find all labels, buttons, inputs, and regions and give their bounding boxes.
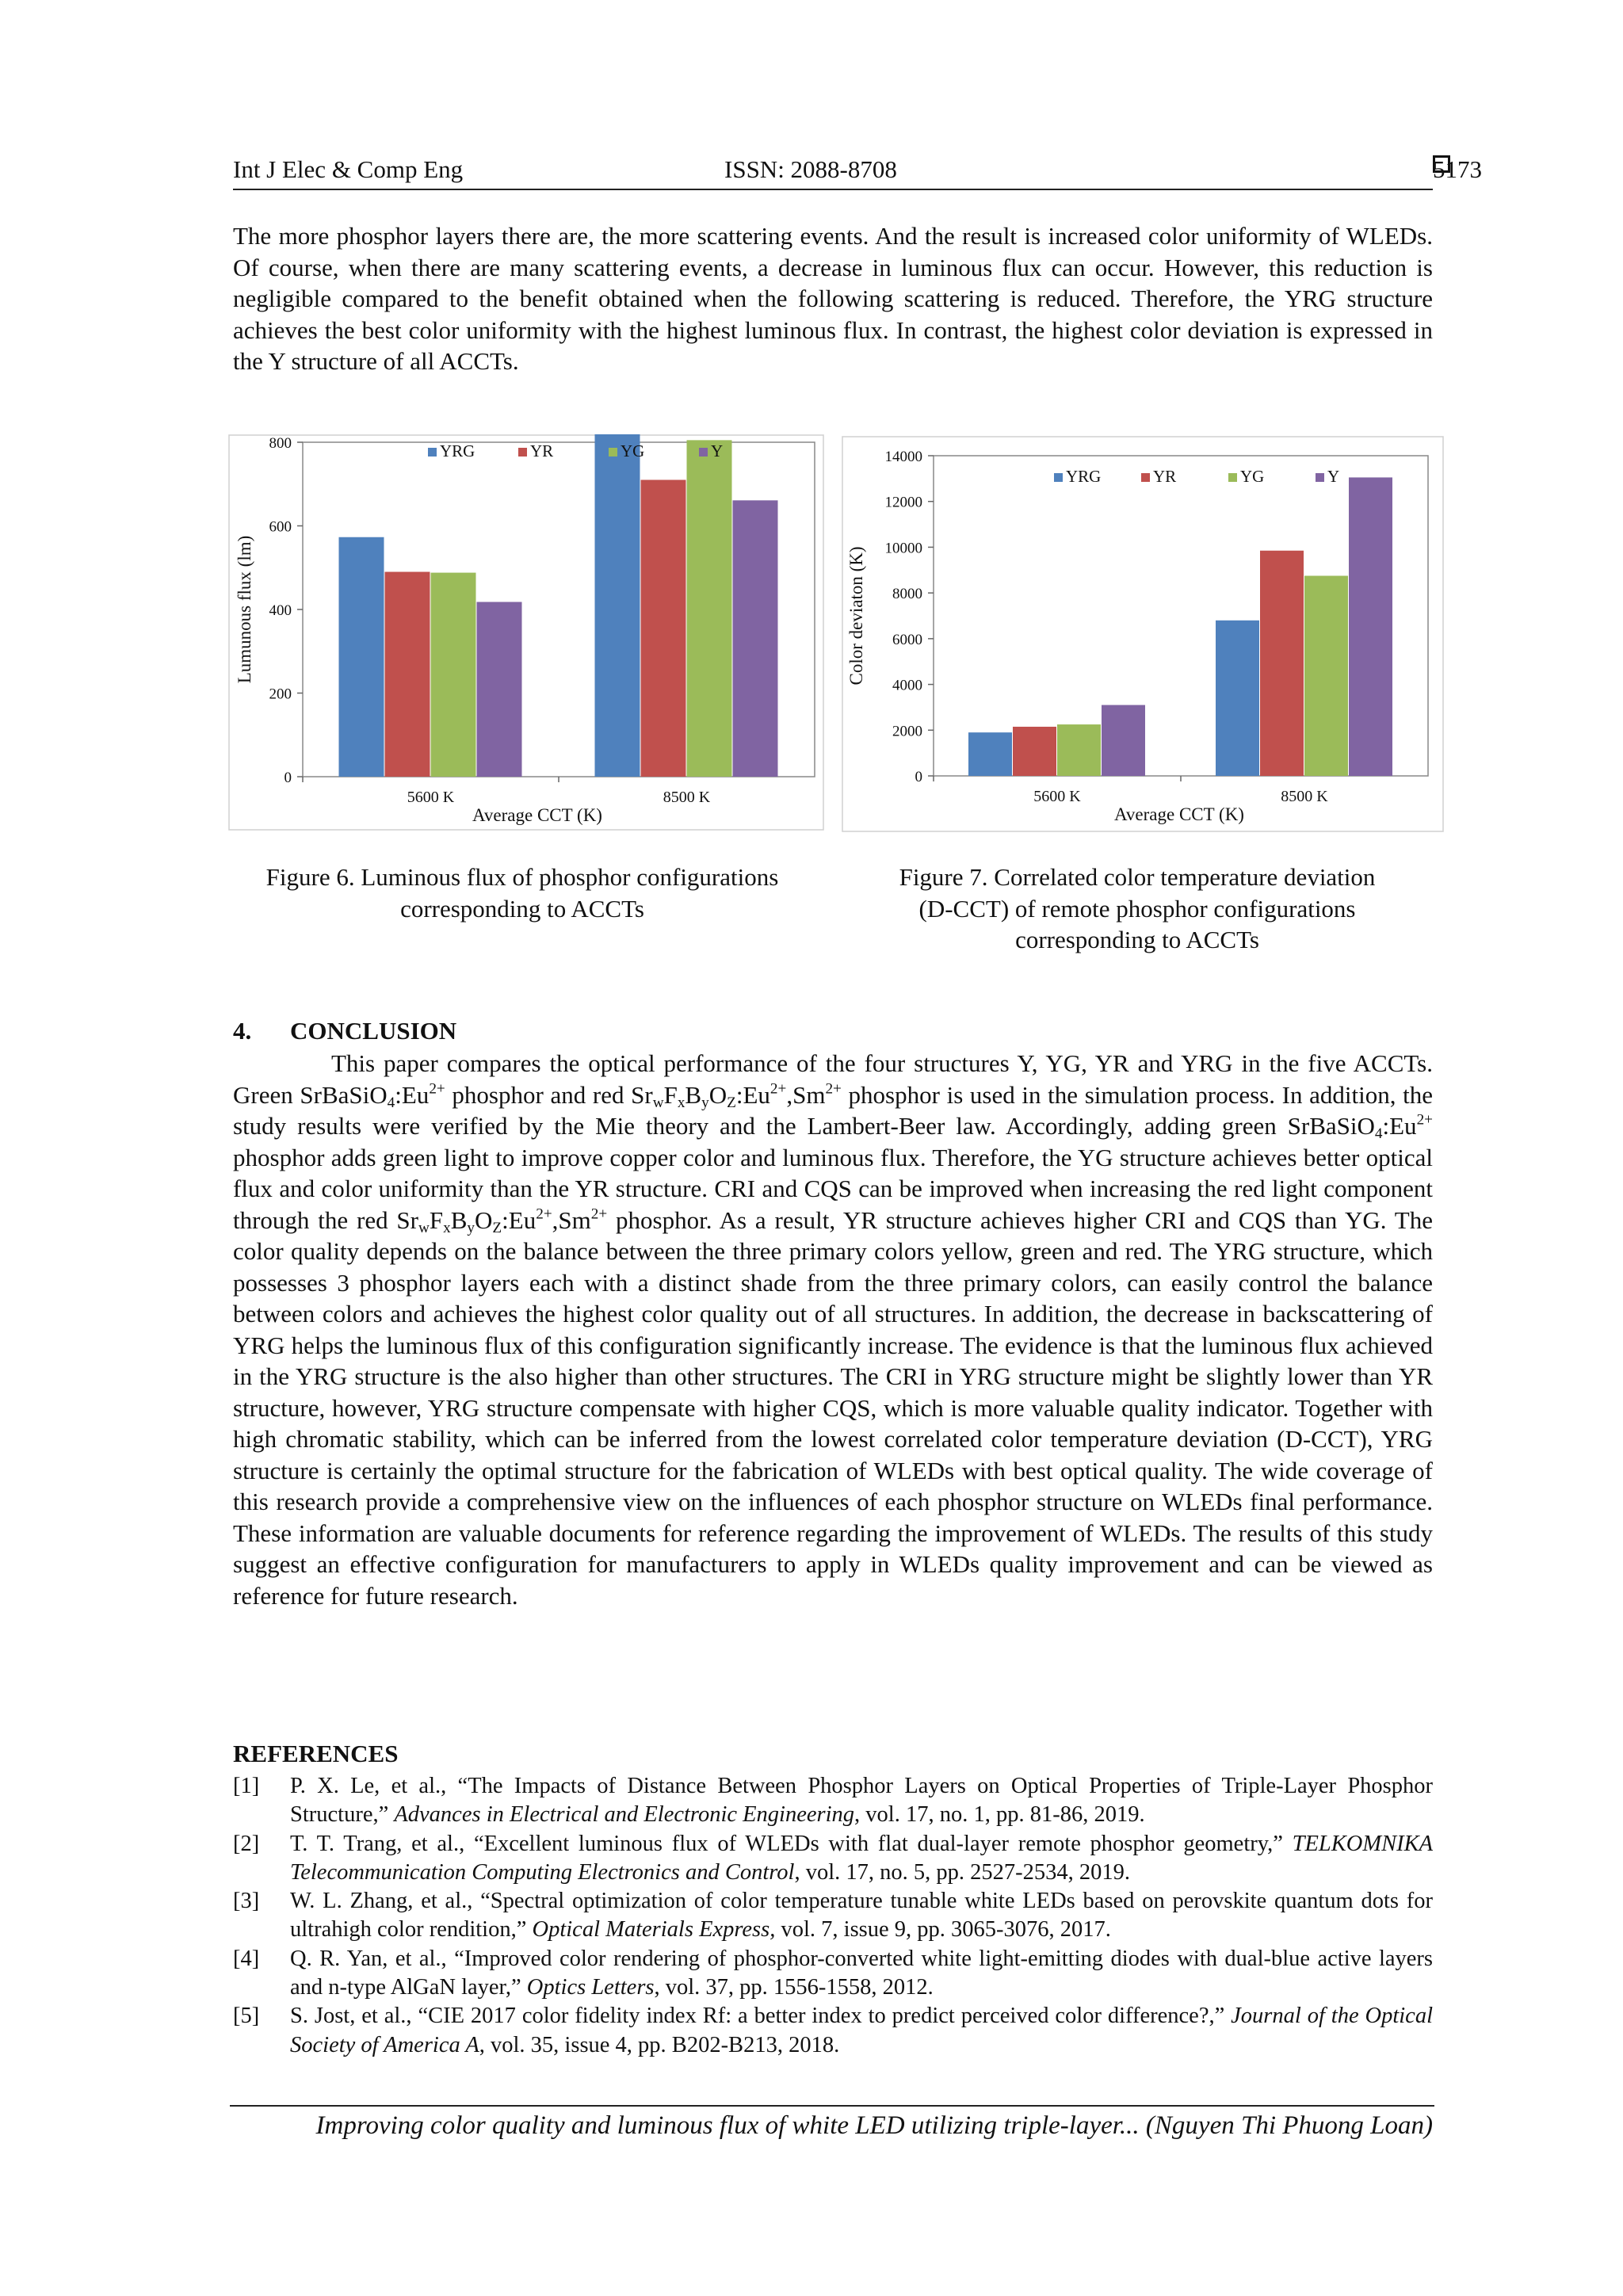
y-tick-label: 8000 [892, 586, 922, 603]
subscript: y [701, 1094, 709, 1111]
text-run: :Eu [502, 1205, 537, 1234]
text-run: phosphor is used in the simulation process. In addition, the study results were verified by the Mie theory and the Lambert-Beer law. Accordingly, adding green SrBaSiO [233, 1080, 1433, 1140]
bar-y [1349, 477, 1392, 776]
legend-swatch [518, 448, 527, 457]
page-number: 5173 [1433, 155, 1482, 183]
reference-details: , vol. 17, no. 5, pp. 2527-2534, 2019. [794, 1859, 1131, 1885]
references-list [233, 1772, 1433, 2060]
y-tick-label: 600 [269, 518, 292, 536]
text-run: B [450, 1205, 468, 1234]
y-tick-label: 2000 [892, 723, 922, 740]
text-run: O [475, 1205, 493, 1234]
reference-text: Q. R. Yan, et al., “Improved color rendering of phosphor-converted white light-emitting diodes with dual-blue active layers and n-type AlGaN layer,” [290, 1946, 1433, 2000]
text-run: ,Sm [552, 1205, 591, 1234]
legend-label: Y [711, 441, 724, 460]
reference-journal: Optical Materials Express, [532, 1917, 776, 1943]
reference-number: [5] [233, 2004, 260, 2029]
x-tick-label: 8500 K [663, 789, 711, 806]
figure-6-caption: Figure 6. Luminous flux of phosphor configurations corresponding to ACCTs [265, 863, 779, 923]
subscript: Z [727, 1094, 736, 1111]
superscript: 2+ [1416, 1111, 1433, 1129]
bar-yr [1013, 727, 1056, 776]
reference-details: vol. 7, issue 9, pp. 3065-3076, 2017. [775, 1917, 1111, 1943]
reference-text: S. Jost, et al., “CIE 2017 color fidelity index Rf: a better index to predict perceived color difference?,” [290, 2004, 1232, 2029]
text-run: This paper compares the optical performance of the four structures Y, YG, YR and YRG in the five ACCTs. Green SrBaSiO [233, 1049, 1433, 1109]
color-deviation-chart [842, 436, 1444, 832]
text-run: :Eu [735, 1080, 770, 1109]
legend-swatch [1054, 473, 1063, 482]
legend-swatch [1141, 473, 1150, 482]
reference-number: [2] [233, 1831, 260, 1856]
x-axis-label: Average CCT (K) [1114, 804, 1244, 824]
subscript: w [652, 1094, 664, 1111]
text-run: B [685, 1080, 702, 1109]
legend-swatch [699, 448, 708, 457]
reference-item [233, 1830, 1433, 1888]
x-tick-label: 5600 K [407, 789, 455, 806]
running-footer: Improving color quality and luminous flux of white LED utilizing triple-layer... (Nguyen Thi Phuong Loan) [315, 2111, 1433, 2140]
y-tick-label: 0 [915, 769, 922, 785]
reference-details: , vol. 17, no. 1, pp. 81-86, 2019. [854, 1802, 1145, 1828]
section-number: 4. [233, 1017, 252, 1045]
reference-text: P. X. Le, et al., “The Impacts of Distance Between Phosphor Layers on Optical Properties of Triple-Layer Phosphor Structure,” [290, 1774, 1433, 1828]
legend-swatch [609, 448, 617, 457]
subscript: x [443, 1219, 451, 1236]
journal-name: Int J Elec & Comp Eng [233, 155, 464, 183]
subscript: 4 [1374, 1125, 1383, 1142]
bar-y [733, 500, 778, 777]
body-paragraph: The more phosphor layers there are, the more scattering events. And the result is increased color uniformity of WLEDs. Of course, when there are many scattering events, a decrease in luminous flux can occur. However, this reduction is negligible compared to the benefit obtained when the following scattering is reduced. Therefore, the YRG structure achieves the best color uniformity with the highest luminous flux. In contrast, the highest color deviation is expressed in the Y structure of all ACCTs. [233, 222, 1433, 375]
y-tick-label: 14000 [884, 449, 922, 465]
legend-swatch [1228, 473, 1237, 482]
legend-swatch [428, 448, 437, 457]
y-tick-label: 4000 [892, 677, 922, 694]
reference-text: T. T. Trang, et al., “Excellent luminous flux of WLEDs with flat dual-layer remote phosphor geometry,” [290, 1831, 1293, 1856]
section-heading [233, 1017, 456, 1045]
reference-journal: Journal of the Optical Society of America A [290, 2004, 1434, 2057]
y-tick-label: 400 [269, 602, 292, 619]
y-tick-label: 0 [284, 770, 292, 786]
text-run: O [708, 1080, 727, 1109]
section-title: CONCLUSION [290, 1017, 457, 1045]
reference-text: W. L. Zhang, et al., “Spectral optimization of color temperature tunable white LEDs based on perovskite quantum dots for ultrahigh color rendition,” [290, 1889, 1433, 1943]
text-run: phosphor. As a result, YR structure achieves higher CRI and CQS than YG. The color quality depends on the balance between the three primary colors yellow, green and red. The YRG structure, which possesses 3 phosphor layers each with a distinct shade from the three primary colors, can easily control the balance between colors and achieves the highest color quality out of all structures. In addition, the decrease in backscattering of YRG helps the luminous flux of this configuration significantly increase. The evidence is that the luminous flux achieved in the YRG structure is the also higher than other structures. The CRI in YRG structure might be slightly lower than YR structure, however, YRG structure compensate with higher CQS, which is more valuable quality indicator. Together with high chromatic stability, which can be inferred from the lowest correlated color temperature deviation (D-CCT), YRG structure is certainly the optimal structure for the fabrication of WLEDs with best optical quality. The wide coverage of this research provide a comprehensive view on the influences of each phosphor structure on WLEDs final performance. These information are valuable documents for reference regarding the improvement of WLEDs. The results of this study suggest an effective configuration for manufacturers to apply in WLEDs quality improvement and can be viewed as reference for future research. [233, 1205, 1433, 1610]
reference-journal: TELKOMNIKA Telecommunication Computing Electronics and Control [290, 1831, 1433, 1885]
conclusion-paragraph [233, 1048, 1433, 1611]
bar-y [1102, 705, 1145, 776]
y-tick-label: 6000 [892, 631, 922, 648]
x-tick-label: 5600 K [1033, 788, 1081, 805]
issn: ISSN: 2088-8708 [724, 155, 897, 183]
text-run: phosphor adds green light to improve copper color and luminous flux. Therefore, the YG structure achieves better optical flux and color uniformity than the YR structure. CRI and CQS can be improved when increasing the red light component through the red Sr [233, 1143, 1433, 1234]
legend-label: YRG [440, 441, 475, 460]
y-axis-label: Lumunous flux (lm) [235, 535, 254, 684]
bar-yrg [968, 732, 1012, 776]
legend-label: YR [1153, 467, 1177, 486]
luminous-flux-chart [228, 434, 824, 831]
legend-label: YG [621, 441, 645, 460]
running-header [233, 155, 1482, 187]
bar-yrg [1216, 621, 1259, 776]
text-run: :Eu [1382, 1112, 1417, 1140]
superscript: 2+ [429, 1080, 445, 1098]
reference-number: [4] [233, 1946, 260, 1971]
legend-label: YG [1240, 467, 1265, 486]
subscript: w [418, 1219, 430, 1236]
bar-yr [385, 572, 430, 777]
bar-yg [1057, 724, 1101, 776]
legend-label: YRG [1066, 467, 1102, 486]
reference-journal: Advances in Electrical and Electronic Engineering [394, 1802, 855, 1828]
reference-item [233, 1772, 1433, 1830]
text-run: F [663, 1080, 678, 1109]
legend-swatch [1316, 473, 1324, 482]
subscript: x [677, 1094, 685, 1111]
superscript: 2+ [536, 1205, 552, 1223]
reference-number: [3] [233, 1889, 260, 1914]
figure-7-caption: Figure 7. Correlated color temperature deviation (D-CCT) of remote phosphor configurations corresponding to ACCTs [899, 863, 1376, 953]
legend-label: Y [1327, 467, 1340, 486]
legend-label: YR [530, 441, 554, 460]
reference-journal: Optics Letters [526, 1975, 655, 2000]
bar-yg [431, 573, 476, 777]
references-heading: REFERENCES [233, 1740, 399, 1767]
figure-7-chart [842, 436, 1444, 832]
subscript: Z [492, 1219, 502, 1236]
text-run: ,Sm [786, 1080, 826, 1109]
y-tick-label: 200 [269, 686, 292, 703]
y-tick-label: 12000 [884, 494, 922, 511]
reference-details: , vol. 35, issue 4, pp. B202-B213, 2018. [479, 2032, 840, 2057]
subscript: y [467, 1219, 475, 1236]
footer-rule [230, 2105, 1434, 2107]
bar-yr [641, 479, 686, 777]
reference-item [233, 1887, 1433, 1945]
bar-yrg [339, 537, 384, 777]
reference-number: [1] [233, 1774, 260, 1798]
header-rule [233, 189, 1433, 190]
figure-6-chart [228, 434, 824, 831]
reference-item [233, 1945, 1433, 2003]
reference-details: , vol. 37, pp. 1556-1558, 2012. [654, 1975, 934, 2000]
text-run: F [429, 1205, 444, 1234]
bar-y [477, 602, 522, 777]
superscript: 2+ [825, 1080, 842, 1098]
bar-yg [1304, 576, 1348, 777]
x-axis-label: Average CCT (K) [472, 805, 602, 825]
bar-yr [1260, 551, 1304, 776]
text-run: :Eu [395, 1080, 430, 1109]
bar-yg [687, 440, 732, 777]
text-run: phosphor and red Sr [445, 1080, 653, 1109]
y-axis-label: Color deviaton (K) [846, 546, 866, 686]
x-tick-label: 8500 K [1281, 788, 1328, 805]
superscript: 2+ [769, 1080, 787, 1098]
subscript: 4 [387, 1094, 395, 1111]
y-tick-label: 10000 [884, 540, 922, 557]
reference-item [233, 2002, 1433, 2060]
superscript: 2+ [590, 1205, 608, 1223]
bar-yrg [595, 434, 640, 777]
y-tick-label: 800 [269, 435, 292, 452]
